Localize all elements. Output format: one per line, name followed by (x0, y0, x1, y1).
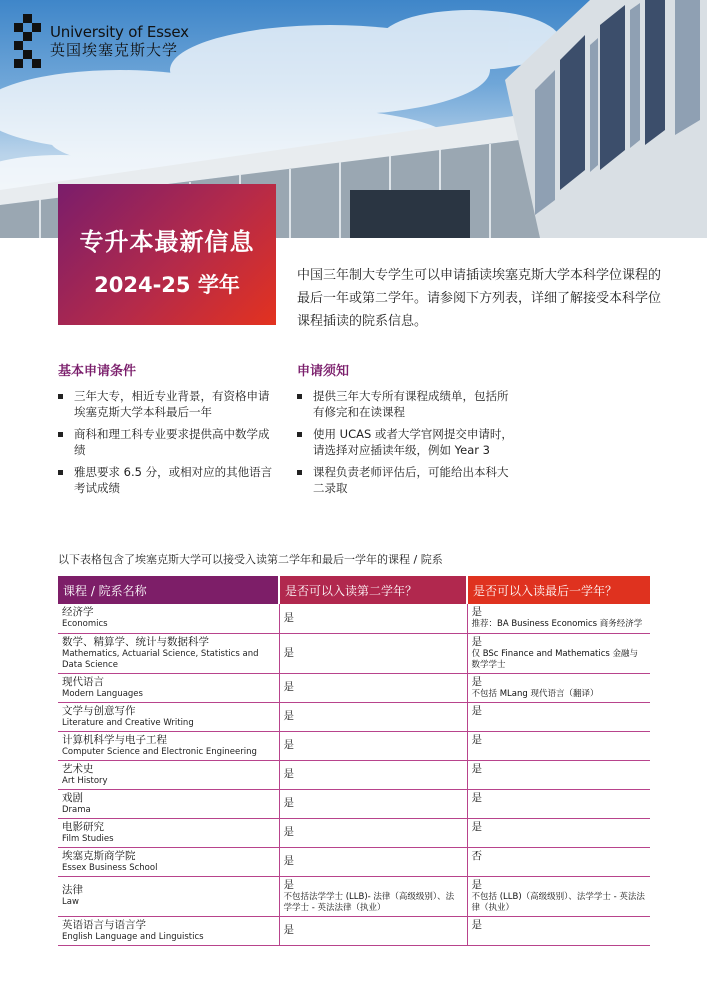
second-year-cell (279, 604, 467, 633)
second-year-value: 是 (283, 924, 294, 936)
second-year-value: 是 (283, 797, 294, 809)
course-name-cn: 计算机科学与电子工程 (62, 733, 167, 746)
final-year-note: 不包括 MLang 现代语言（翻译） (471, 688, 599, 699)
course-name-cell (58, 760, 279, 789)
application-notes-heading: 申请须知 (297, 364, 350, 379)
course-name-cn: 埃塞克斯商学院 (62, 849, 136, 862)
final-year-note: 推荐：BA Business Economics 商务经济学 (471, 619, 643, 629)
course-name-cn: 艺术史 (62, 762, 94, 775)
final-year-value: 是 (471, 791, 482, 804)
second-year-cell (279, 673, 467, 702)
course-name-cell (58, 847, 279, 876)
final-year-value: 是 (471, 878, 482, 891)
header-second-year: 是否可以入读第二学年？ (279, 576, 467, 604)
second-year-value: 是 (283, 768, 294, 780)
final-year-value: 是 (471, 820, 482, 833)
course-name-en: Drama (62, 804, 91, 815)
final-year-cell (467, 731, 650, 760)
final-year-cell (467, 604, 650, 633)
second-year-value: 是 (283, 710, 294, 722)
second-year-note: 不包括法学学士 (LLB)- 法律（高级级别）、法学学士 - 英法法律（执业） (283, 891, 455, 913)
final-year-cell (467, 818, 650, 847)
course-name-cell (58, 916, 279, 945)
table-row (58, 789, 650, 818)
academic-year: 2024-25 学年 (94, 273, 240, 297)
table-caption: 以下表格包含了埃塞克斯大学可以接受入读第二学年和最后一学年的课程 / 院系 (58, 553, 443, 566)
table-row (58, 916, 650, 945)
course-name-cell (58, 633, 279, 673)
second-year-value: 是 (283, 878, 294, 891)
table-row (58, 847, 650, 876)
university-logo (14, 14, 189, 70)
list-item: 商科和理工科专业要求提供高中数学成绩 (58, 426, 280, 458)
second-year-value: 是 (283, 739, 294, 751)
final-year-value: 否 (471, 849, 482, 862)
course-name-cn: 文学与创意写作 (62, 704, 136, 717)
table-header-row (58, 576, 650, 604)
final-year-cell (467, 760, 650, 789)
logo-chinese: 英国埃塞克斯大学 (50, 41, 179, 59)
second-year-cell (279, 847, 467, 876)
course-name-cell (58, 604, 279, 633)
course-name-cn: 经济学 (62, 606, 94, 619)
second-year-value: 是 (283, 826, 294, 838)
course-name-en: Law (62, 897, 79, 907)
second-year-cell (279, 876, 467, 916)
course-name-cell (58, 876, 279, 916)
second-year-cell (279, 916, 467, 945)
final-year-value: 是 (471, 762, 482, 775)
course-name-en: Art History (62, 775, 108, 786)
application-notes-list (297, 388, 515, 502)
course-name-en: Literature and Creative Writing (62, 717, 194, 728)
second-year-value: 是 (283, 646, 294, 659)
list-item: 使用 UCAS 或者大学官网提交申请时，请选择对应插读年级，例如 Year 3 (297, 426, 515, 458)
course-table (58, 576, 650, 946)
header-course: 课程 / 院系名称 (58, 576, 279, 604)
second-year-cell (279, 789, 467, 818)
course-name-cell (58, 789, 279, 818)
table-body (58, 604, 650, 945)
second-year-value: 是 (283, 855, 294, 867)
course-name-cn: 现代语言 (62, 675, 104, 688)
final-year-value: 是 (471, 918, 482, 931)
basic-requirements-list (58, 388, 280, 502)
second-year-cell (279, 633, 467, 673)
logo-english: University of Essex (50, 23, 189, 42)
list-item: 课程负责老师评估后，可能给出本科大二录取 (297, 464, 515, 496)
second-year-cell (279, 731, 467, 760)
final-year-cell (467, 789, 650, 818)
final-year-value: 是 (471, 704, 482, 717)
list-item: 三年大专，相近专业背景，有资格申请埃塞克斯大学本科最后一年 (58, 388, 280, 420)
final-year-value: 是 (471, 675, 482, 688)
basic-requirements-heading: 基本申请条件 (58, 364, 137, 379)
course-name-cell (58, 731, 279, 760)
table-row (58, 673, 650, 702)
table-row (58, 702, 650, 731)
second-year-cell (279, 702, 467, 731)
final-year-cell (467, 633, 650, 673)
course-name-cn: 法律 (62, 884, 83, 896)
final-year-note: 不包括 (LLB)（高级级别）、法学学士 - 英法法律（执业） (471, 891, 645, 913)
final-year-cell (467, 847, 650, 876)
course-name-en: Economics (62, 619, 108, 630)
course-name-cn: 电影研究 (62, 820, 104, 833)
final-year-value: 是 (471, 606, 482, 618)
list-item: 雅思要求 6.5 分，或相对应的其他语言考试成绩 (58, 464, 280, 496)
second-year-cell (279, 818, 467, 847)
final-year-value: 是 (471, 635, 482, 648)
final-year-cell (467, 702, 650, 731)
course-name-cn: 数学、精算学、统计与数据科学 (62, 635, 209, 648)
second-year-value: 是 (283, 611, 294, 624)
table-row (58, 604, 650, 633)
page-title: 专升本最新信息 (79, 228, 255, 256)
final-year-cell (467, 916, 650, 945)
second-year-value: 是 (283, 681, 294, 693)
course-name-en: Computer Science and Electronic Engineering (62, 746, 257, 757)
course-name-en: Modern Languages (62, 688, 143, 699)
intro-paragraph: 中国三年制大专学生可以申请插读埃塞克斯大学本科学位课程的最后一年或第二学年。请参阅下方列表，详细了解接受本科学位课程插读的院系信息。 (297, 268, 662, 329)
course-name-cell (58, 702, 279, 731)
logo-mark-icon (14, 14, 42, 70)
course-name-cn: 戏剧 (62, 791, 83, 804)
table-row (58, 731, 650, 760)
header-final-year: 是否可以入读最后一学年？ (467, 576, 650, 604)
final-year-cell (467, 876, 650, 916)
table-row (58, 818, 650, 847)
final-year-cell (467, 673, 650, 702)
course-name-en: Mathematics, Actuarial Science, Statistics and Data Science (62, 648, 259, 670)
course-name-en: Film Studies (62, 833, 114, 844)
course-name-cell (58, 673, 279, 702)
list-item: 提供三年大专所有课程成绩单，包括所有修完和在读课程 (297, 388, 515, 420)
course-name-cell (58, 818, 279, 847)
table-row (58, 633, 650, 673)
course-name-en: English Language and Linguistics (62, 931, 204, 942)
course-name-cn: 英语语言与语言学 (62, 918, 146, 931)
second-year-cell (279, 760, 467, 789)
final-year-note: 仅 BSc Finance and Mathematics 金融与数学学士 (471, 648, 639, 670)
table-row (58, 876, 650, 916)
final-year-value: 是 (471, 733, 482, 746)
title-box (58, 184, 276, 325)
table-row (58, 760, 650, 789)
course-name-en: Essex Business School (62, 862, 158, 873)
